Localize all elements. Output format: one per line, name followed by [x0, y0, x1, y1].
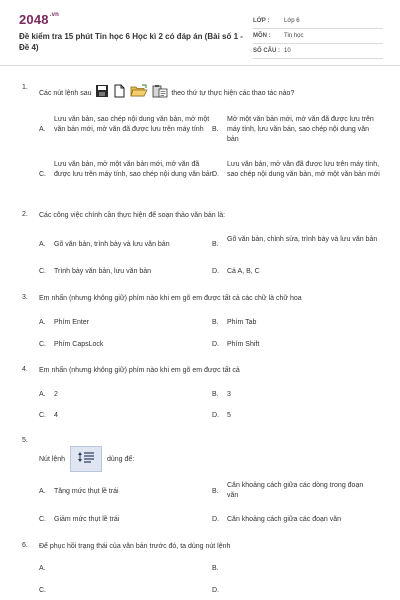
question-text-after: dùng để:: [106, 455, 135, 463]
option-text: Lưu văn bản, sao chép nội dung văn bản, mở một văn bản mới, mở văn đã được lưu trên máy tính: [54, 116, 210, 133]
meta-key: SỐ CÂU :: [253, 48, 280, 54]
option-text: Gõ văn bản, trình bày và lưu văn bản: [54, 241, 170, 248]
option-text: Gõ văn bản, chỉnh sửa, trình bày và lưu văn bản: [227, 236, 378, 243]
option-label: D.: [212, 516, 219, 523]
option-label: A.: [39, 488, 46, 495]
option-label: D.: [212, 587, 219, 594]
option-label: A.: [39, 391, 46, 398]
question-text-after: theo thứ tự thực hiện các thao tác nào?: [171, 89, 295, 97]
option-text: Trình bày văn bản, lưu văn bản: [54, 268, 152, 275]
open-folder-icon: [130, 84, 148, 102]
option-text: Phím Shift: [227, 341, 260, 348]
option-text: Phím Enter: [54, 319, 90, 326]
option-label: A.: [39, 126, 46, 133]
option-label: A.: [39, 241, 46, 248]
option-text: Lưu văn bản, mở một văn bản mới, mở văn đã được lưu trên máy tính, sao chép nội dung văn bản: [54, 161, 214, 178]
meta-key: LỚP :: [253, 18, 270, 24]
meta-value: 10: [284, 48, 291, 54]
logo-suffix: .vn: [49, 12, 60, 18]
option-label: C.: [39, 268, 46, 275]
option-text: 2: [54, 391, 58, 398]
option-text: Cả A, B, C: [227, 268, 260, 275]
option-text: Tăng mức thụt lề trái: [54, 488, 119, 495]
option-text: Giảm mức thụt lề trái: [54, 516, 120, 523]
option-label: C.: [39, 516, 46, 523]
question-number: 4.: [22, 366, 28, 373]
line-spacing-icon: [70, 446, 102, 472]
meta-class: [253, 14, 383, 29]
page-header: [0, 0, 400, 66]
option-label: C.: [39, 171, 46, 178]
meta-value: Tin học: [284, 33, 304, 39]
option-label: D.: [212, 412, 219, 419]
option-label: B.: [212, 391, 219, 398]
meta-value: Lớp 6: [284, 18, 300, 24]
question-text: Em nhấn (nhưng không giữ) phím nào khi em gõ em được tất cả các chữ là chữ hoa: [39, 295, 302, 302]
option-label: B.: [212, 241, 219, 248]
option-label: C.: [39, 341, 46, 348]
logo-text: 2048: [19, 12, 49, 27]
meta-subject: [253, 29, 383, 44]
option-label: C.: [39, 412, 46, 419]
question-text: [39, 446, 379, 472]
question-number: 3.: [22, 294, 28, 301]
option-label: D.: [212, 341, 219, 348]
option-label: D.: [212, 268, 219, 275]
question-number: 5.: [22, 437, 28, 444]
save-icon: [95, 84, 109, 102]
new-document-icon: [112, 84, 126, 102]
exam-meta: [253, 14, 383, 59]
option-label: A.: [39, 565, 46, 572]
option-text: 4: [54, 412, 58, 419]
option-label: B.: [212, 565, 219, 572]
option-text: Lưu văn bản, mở văn đã được lưu trên máy tính, sao chép nội dung văn bản, mở một văn bản mới: [227, 161, 380, 178]
question-number: 2.: [22, 211, 28, 218]
option-text: Căn khoảng cách giữa các đoạn văn: [227, 516, 342, 523]
question-text-before: Nút lệnh: [39, 455, 66, 463]
option-text: Phím Tab: [227, 319, 257, 326]
site-logo[interactable]: [19, 12, 59, 27]
option-label: B.: [212, 319, 219, 326]
option-label: A.: [39, 319, 46, 326]
option-label: B.: [212, 488, 219, 495]
paste-icon: [152, 84, 168, 102]
option-label: D.: [212, 171, 219, 178]
option-text: Phím CapsLock: [54, 341, 104, 348]
option-text: 5: [227, 412, 231, 419]
option-label: B.: [212, 126, 219, 133]
question-number: 1.: [22, 84, 28, 91]
question-text-before: Các nút lệnh sau: [39, 89, 92, 97]
question-text: Các công việc chính cần thực hiện để soạn thảo văn bản là:: [39, 212, 226, 219]
question-text: Để phục hồi trạng thái của văn bản trước đó, ta dùng nút lệnh: [39, 543, 231, 550]
question-number: 6.: [22, 542, 28, 549]
question-text: [39, 84, 379, 102]
meta-count: [253, 44, 383, 59]
option-text: Mở một văn bản mới, mở văn đã được lưu trên máy tính, lưu văn bản, sao chép nội dung văn bản: [227, 116, 374, 143]
question-text: Em nhấn (nhưng không giữ) phím nào khi em gõ em được tất cả: [39, 367, 240, 374]
option-text: Căn khoảng cách giữa các dòng trong đoạn văn: [227, 482, 364, 499]
page-title: Đề kiểm tra 15 phút Tin học 6 Học kì 2 có đáp án (Bài số 1 - Đề 4): [19, 32, 243, 52]
meta-key: MÔN :: [253, 33, 271, 39]
option-text: 3: [227, 391, 231, 398]
option-label: C.: [39, 587, 46, 594]
